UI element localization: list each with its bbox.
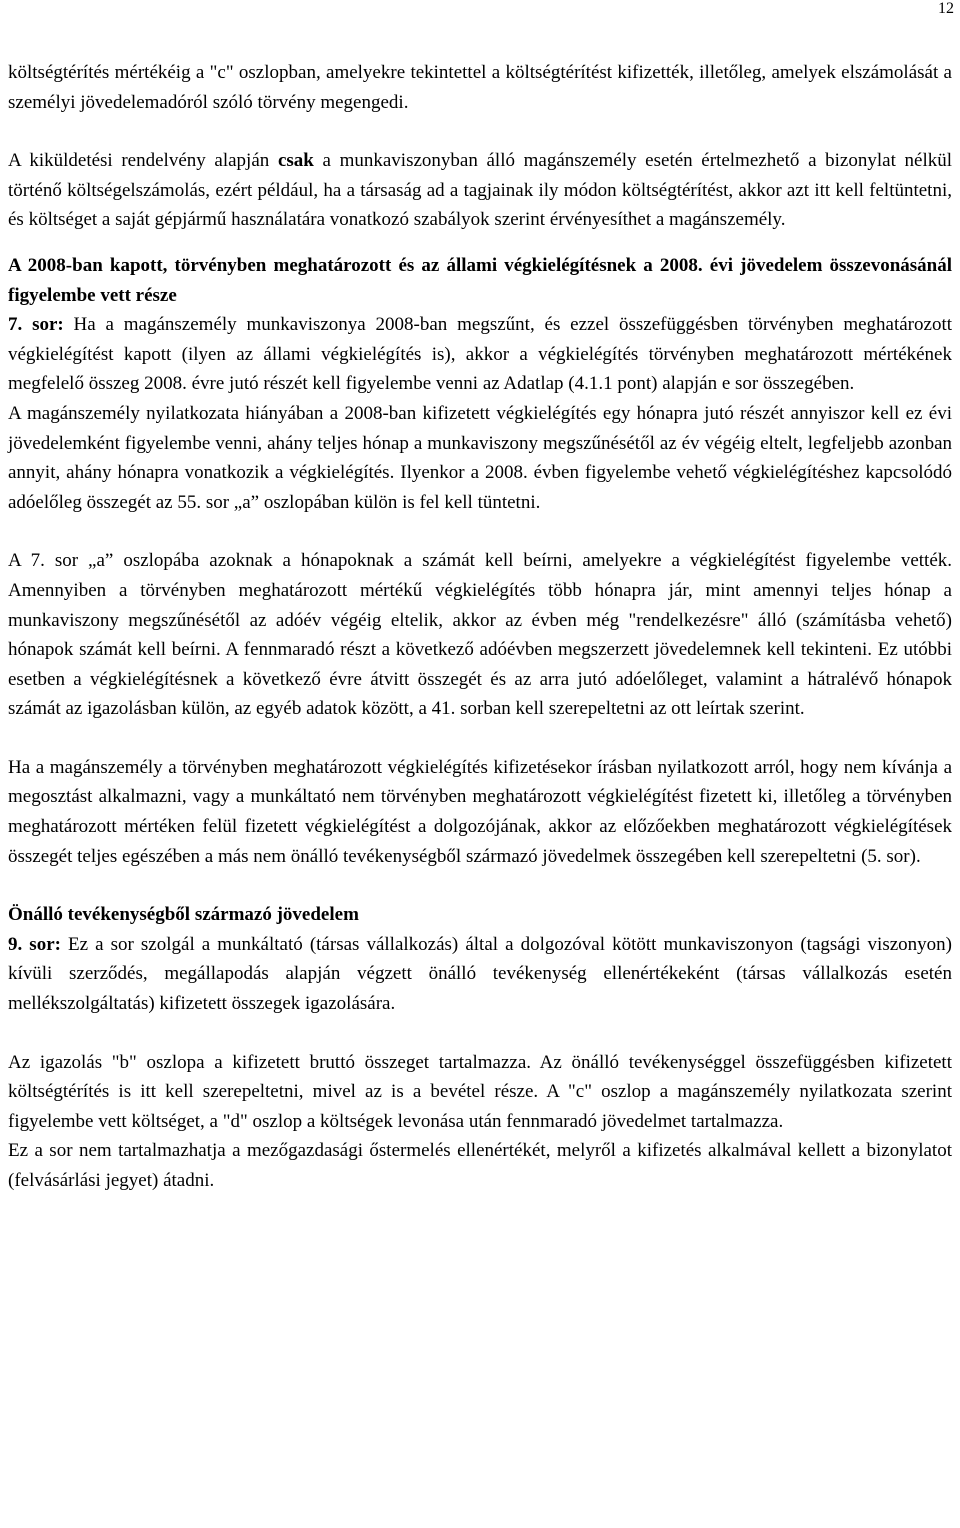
paragraph-megosztas: Ha a magánszemély a törvényben meghatározott végkielégítés kifizetésekor írásban nyilatkozott arról, hogy nem kívánja a megosztást alkalmazni, vagy a munkáltató nem törvényben meghatározott végkielégítést fizetett ki, illetőleg a törvényben meghatározott mértéken felül fizetett végkielégítést a dolgozójának, akkor az előzőekben meghatározott végkielégítések összegét teljes egészében a más nem önálló tevékenységből származó jövedelmek összegében kell szerepeltetni (5. sor). — [8, 756, 952, 867]
paragraph-oszlopa: A 7. sor „a” oszlopába azoknak a hónapoknak a számát kell beírni, amelyekre a végkielégítést figyelembe vették. Amennyiben a törvényben meghatározott mértékű végkielégítés több hónapra jár, mint amennyi teljes hónap a munkaviszony megszűnésétől az adóév végéig eltelik, akkor az évben még "rendelkezésre" álló (számításba vehető) hónapok számát kell beírni. A fennmaradó részt a következő adóévben megszerzett jövedelemnek kell tekinteni. Ez utóbbi esetben a végkielégítésnek a következő évre átvitt összegét és az arra jutó adóelőleget, valamint a hátralévő hónapok számát az igazolásban külön, az egyéb adatok között, a 41. sorban kell szerepeltetni az ott leírtak szerint. — [8, 550, 952, 720]
paragraph-row-7 — [8, 310, 952, 399]
text-span: A kiküldetési rendelvény alapján — [8, 150, 278, 172]
paragraph-kikuldetesi — [8, 146, 952, 235]
section-heading-onallo: Önálló tevékenységből származó jövedelem — [8, 904, 359, 926]
paragraph-koltsegterites: költségtérítés mértékéig a "c" oszlopban, amelyekre tekintettel a költségtérítést kifizették, illetőleg, amelyek elszámolását a személyi jövedelemadóról szóló törvény megengedi. — [8, 62, 952, 113]
text-span: a munkaviszonyban álló magánszemély esetén értelmezhető a bizonylat nélkül történő költségelszámolás, ezért például, ha a társaság ad a tagjainak ily módon költségtérítést, akkor azt itt kell feltüntetni, és költséget a saját gépjármű használatára vonatkozó szabályok szerint érvényesíthet a magánszemély. — [8, 150, 953, 231]
paragraph-row-9 — [8, 930, 952, 1019]
paragraph-nyilatkozat: A magánszemély nyilatkozata hiányában a 2008-ban kifizetett végkielégítés egy hónapra jutó részét annyiszor kell ez évi jövedelemként figyelembe venni, ahány teljes hónap a munkaviszony megszűnésétől az év végéig eltelt, legfeljebb azonban annyit, ahány hónapra vonatkozik a végkielégítés. Ilyenkor a 2008. évben figyelembe vehető végkielégítéshez kapcsolódó adóelőleg összegét az 55. sor „a” oszlopában külön is fel kell tüntetni. — [8, 402, 952, 513]
text-span: Ez a sor szolgál a munkáltató (társas vállalkozás) által a dolgozóval kötött munkaviszonyon (tagsági viszonyon) kívüli szerződés, megállapodás alapján végzett önálló tevékenység ellenértékeként (társas vállalkozás esetén mellékszolgáltatás) kifizetett összegek igazolására. — [8, 933, 952, 1015]
row-label-9: 9. sor: — [8, 933, 61, 955]
section-heading-vegkielegites: A 2008-ban kapott, törvényben meghatározott és az állami végkielégítésnek a 2008. évi jövedelem összevonásánál figyelembe vett része — [8, 254, 952, 306]
document-body — [8, 58, 952, 1196]
paragraph-igazolas: Az igazolás "b" oszlopa a kifizetett bruttó összeget tartalmazza. Az önálló tevékenységgel összefüggésben kifizetett költségtérítés is itt kell szerepeltetni, mivel az is a bevétel része. A "c" oszlop a magánszemély nyilatkozata szerint figyelembe vett költséget, a "d" oszlop a költségek levonása után fennmaradó jövedelmet tartalmazza. — [8, 1051, 952, 1132]
emphasis-csak: csak — [277, 150, 314, 172]
paragraph-ostermeles: Ez a sor nem tartalmazhatja a mezőgazdasági őstermelés ellenértékét, melyről a kifizetés alkalmával kellett a bizonylatot (felvásárlási jegyet) átadni. — [8, 1140, 952, 1191]
row-label-7: 7. sor: — [8, 314, 64, 336]
text-span: Ha a magánszemély munkaviszonya 2008-ban megszűnt, és ezzel összefüggésben törvényben meghatározott végkielégítést kapott (ilyen az állami végkielégítés is), akkor a végkielégítés törvényben meghatározott mértékének megfelelő összeg 2008. évre jutó részét kell figyelembe venni az Adatlap (4.1.1 pont) alapján e sor összegében. — [8, 314, 953, 395]
page-number: 12 — [938, 0, 954, 17]
